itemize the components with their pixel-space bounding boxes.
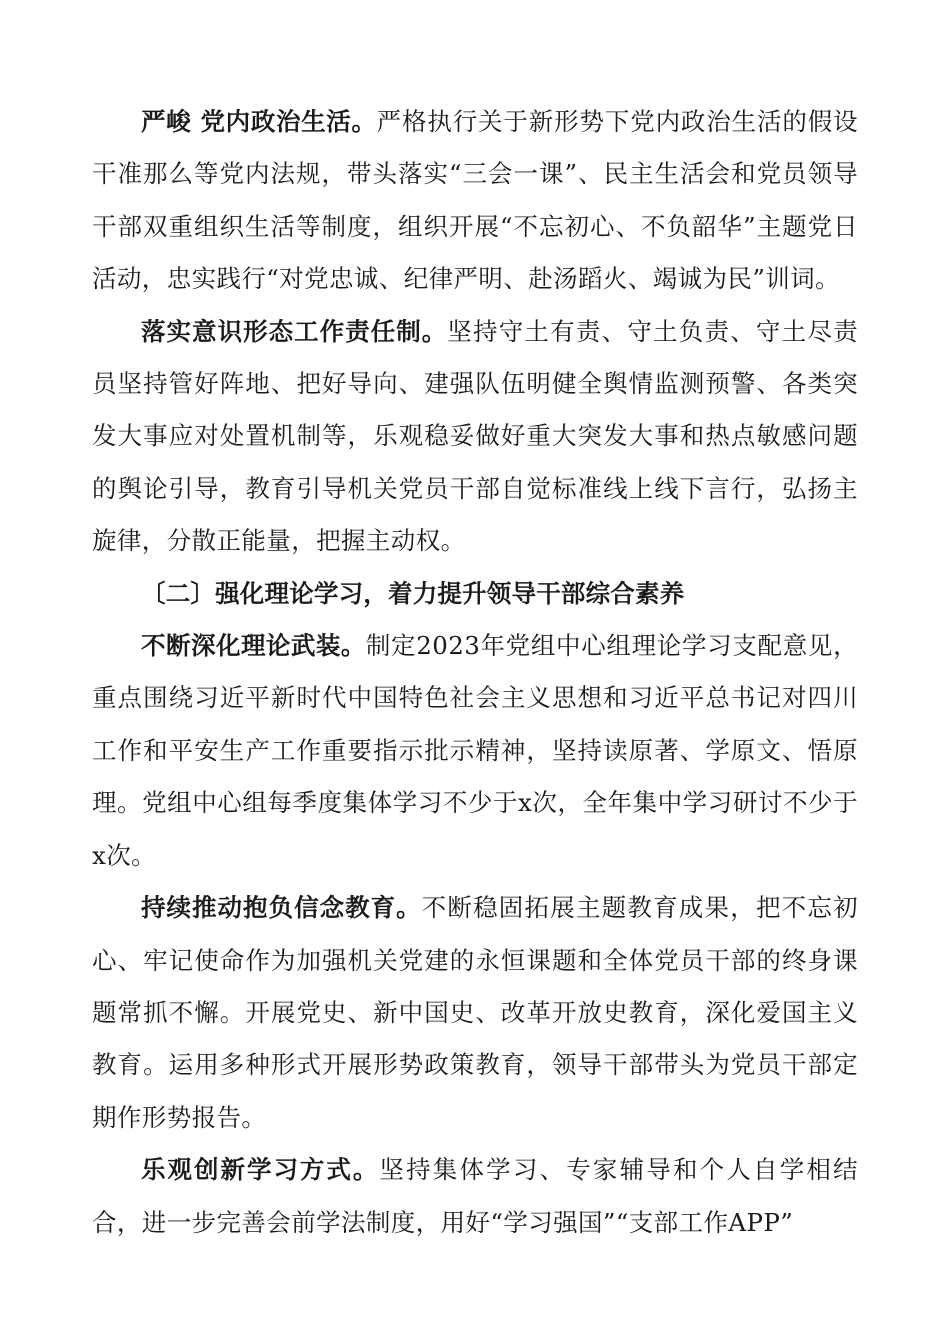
paragraph-text: 坚持集体学习、专家辅导和个人自学相结合，进一步完善会前学法制度，用好“学习强国”“支部工作APP” [92,1155,858,1237]
paragraph-lead: 持续推动抱负信念教育。 [141,893,422,923]
paragraph-ideals-education [92,882,858,1144]
document-body [92,96,858,1249]
paragraph-lead: 乐观创新学习方式。 [141,1155,380,1185]
paragraph-text: 不断稳固拓展主题教育成果，把不忘初心、牢记使命作为加强机关党建的永恒课题和全体党员干部的终身课题常抓不懈。开展党史、新中国史、改革开放史教育，深化爱国主义教育。运用多种形式开展形势政策教育，领导干部带头为党员干部定期作形势报告。 [92,893,858,1132]
paragraph-text: 制定2023年党组中心组理论学习支配意见，重点围绕习近平新时代中国特色社会主义思想和习近平总书记对四川工作和平安生产工作重要指示批示精神，坚持读原著、学原文、悟原理。党组中心组每季度集体学习不少于x次，全年集中学习研讨不少于x次。 [92,631,858,870]
paragraph-text: 坚持守土有责、守土负责、守土尽责员坚持管好阵地、把好导向、建强队伍明健全舆情监测预警、各类突发大事应对处置机制等，乐观稳妥做好重大突发大事和热点敏感问题的舆论引导，教育引导机关党员干部自觉标准线上线下言行，弘扬主旋律，分散正能量，把握主动权。 [92,316,858,556]
paragraph-lead: 严峻 党内政治生活。 [141,107,377,136]
paragraph-lead: 不断深化理论武装。 [141,631,366,661]
paragraph-lead: 落实意识形态工作责任制。 [141,316,448,346]
paragraph-ideology-responsibility [92,306,858,568]
paragraph-learning-methods [92,1144,858,1249]
paragraph-text: 严格执行关于新形势下党内政治生活的假设干准那么等党内法规，带头落实“三会一课”、民主生活会和党员领导干部双重组织生活等制度，组织开展“不忘初心、不负韶华”主题党日活动，忠实践行“对党忠诚、纪律严明、赴汤蹈火、竭诚为民”训词。 [92,107,858,294]
paragraph-theory-armament [92,620,858,882]
section-heading: 〔二〕强化理论学习，着力提升领导干部综合素养 [141,578,685,608]
paragraph-party-political-life [92,96,858,306]
